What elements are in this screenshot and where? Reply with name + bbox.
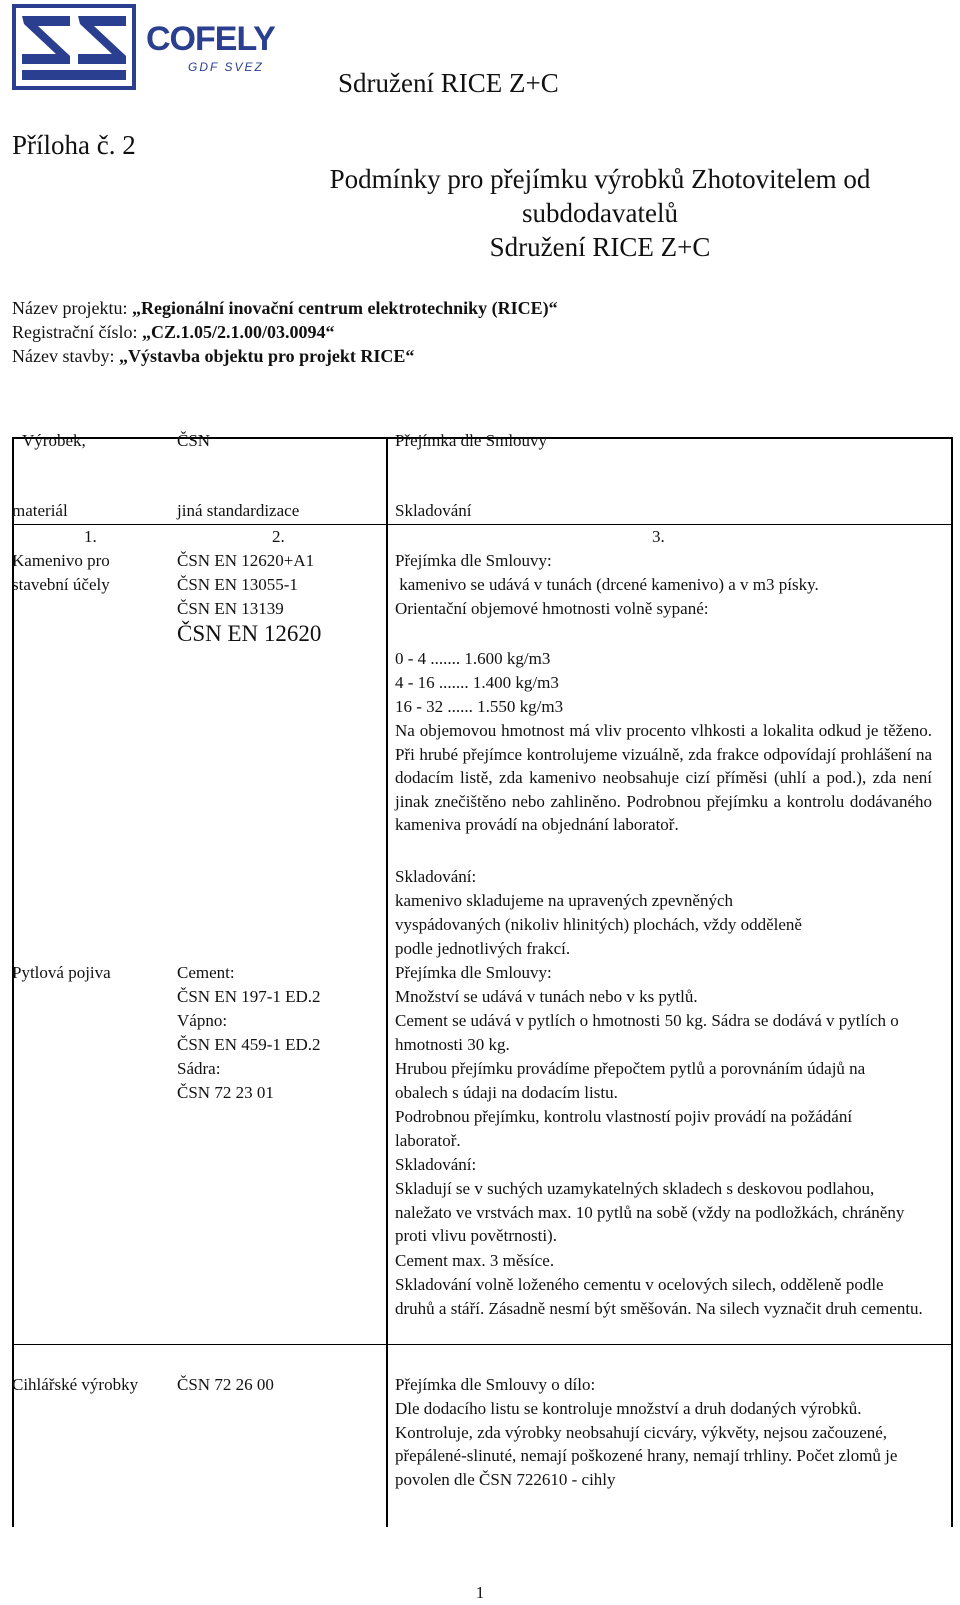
row1-density-item: 16 - 32 ...... 1.550 kg/m3	[395, 697, 564, 716]
cofely-emblem-icon	[12, 4, 136, 90]
column-number-2: 2.	[272, 527, 285, 546]
row1-density-item: 4 - 16 ....... 1.400 kg/m3	[395, 673, 559, 692]
acceptance-table	[12, 431, 953, 1527]
registration-value: „CZ.1.05/2.1.00/03.0094“	[141, 322, 335, 342]
logo-wordmark: COFELY	[146, 20, 275, 58]
row2-storage-heading: Skladování:	[395, 1155, 477, 1174]
building-value: „Výstavba objektu pro projekt RICE“	[118, 346, 415, 366]
row3-acceptance-text: Dle dodacího listu se kontroluje množství a druh dodaných výrobků. Kontroluje, zda výrobky neobsahují cicváry, výkvěty, nejsou začouzené, přepálené-slinuté, nemají poškozené hrany, nemají trhliny. Počet zlomů je povolen dle ČSN 722610 - cihly	[395, 1399, 898, 1489]
row1-storage-heading: Skladování:	[395, 867, 477, 886]
header-acceptance: Přejímka dle Smlouvy	[395, 431, 548, 450]
row3-acceptance-heading: Přejímka dle Smlouvy o dílo:	[395, 1375, 596, 1394]
row1-norm: ČSN EN 13055-1	[177, 575, 298, 594]
row2-cement-limit: Cement max. 3 měsíce.	[395, 1251, 555, 1270]
column-number-1: 1.	[84, 527, 97, 546]
header-other-standard: jiná standardizace	[177, 501, 300, 520]
document-title-line-3: Sdružení RICE Z+C	[489, 232, 711, 262]
row3-norm: ČSN 72 26 00	[177, 1375, 274, 1394]
row2-norm: ČSN EN 197-1 ED.2	[177, 987, 321, 1006]
header-material: materiál	[12, 501, 68, 520]
row1-storage-line: kamenivo skladujeme na upravených zpevněných	[395, 891, 733, 910]
registration-label: Registrační číslo:	[12, 322, 142, 342]
row1-product-line-2: stavební účely	[12, 575, 110, 594]
row2-norm: Vápno:	[177, 1011, 228, 1030]
document-title-line-2: subdodavatelů	[522, 198, 678, 228]
row1-acceptance-units: kamenivo se udává v tunách (drcené kamenivo) a v m3 písky.	[395, 575, 819, 594]
row3-product: Cihlářské výrobky	[12, 1375, 139, 1394]
row1-density-item: 0 - 4 ....... 1.600 kg/m3	[395, 649, 551, 668]
row2-silo-storage-text: Skladování volně loženého cementu v ocelových silech, odděleně podle druhů a stáří. Zásadně nesmí být směšován. Na silech vyznačit druh cementu.	[395, 1275, 923, 1318]
row1-norm: ČSN EN 12620+A1	[177, 551, 315, 570]
row1-norm: ČSN EN 13139	[177, 599, 284, 618]
row2-acceptance-heading: Přejímka dle Smlouvy:	[395, 963, 552, 982]
table-border-right	[951, 437, 953, 1527]
row1-norm-main: ČSN EN 12620	[177, 621, 322, 646]
row2-product: Pytlová pojiva	[12, 963, 111, 982]
header-row-divider	[12, 524, 953, 525]
project-value: „Regionální inovační centrum elektrotechniky (RICE)“	[131, 298, 558, 318]
project-name	[12, 296, 558, 320]
building-name	[12, 344, 414, 368]
row1-product-line-1: Kamenivo pro	[12, 551, 110, 570]
row2-detail-inspection-text: Podrobnou přejímku, kontrolu vlastností pojiv provádí na požádání laboratoř.	[395, 1107, 853, 1150]
annex-label: Příloha č. 2	[12, 130, 136, 160]
logo-tagline: GDF SVEZ	[188, 60, 264, 74]
header-storage: Skladování	[395, 501, 472, 520]
column-number-3: 3.	[652, 527, 665, 546]
row2-quantity-text: Množství se udává v tunách nebo v ks pytlů.	[395, 987, 698, 1006]
document-title-line-1: Podmínky pro přejímku výrobků Zhotovitelem od	[329, 164, 871, 194]
row2-norm: ČSN EN 459-1 ED.2	[177, 1035, 321, 1054]
association-name: Sdružení RICE Z+C	[338, 68, 559, 98]
page-number: 1	[475, 1583, 485, 1602]
row1-storage-line: vyspádovaných (nikoliv hlinitých) plochách, vždy odděleně	[395, 915, 802, 934]
row2-norm: ČSN 72 23 01	[177, 1083, 274, 1102]
registration-number	[12, 320, 335, 344]
row1-storage-line: podle jednotlivých frakcí.	[395, 939, 571, 958]
company-logo	[12, 4, 296, 92]
row1-acceptance-heading: Přejímka dle Smlouvy:	[395, 551, 552, 570]
row2-package-text: Cement se udává v pytlích o hmotnosti 50 kg. Sádra se dodává v pytlích o hmotnosti 30 kg.	[395, 1011, 899, 1054]
column-divider	[386, 437, 388, 1527]
row1-inspection-text: Na objemovou hmotnost má vliv procento vlhkosti a lokalita odkud je těženo. Při hrubé přejímce kontrolujeme vizuálně, zda frakce odpovídají prohlášení na dodacím listě, zda kamenivo neobsahuje cizí příměsi (uhlí a pod.), zda není jinak znečištěno nebo zahliněno. Podrobnou přejímku a kontrolu dodávaného kameniva provádí na objednání laboratoř.	[395, 721, 932, 834]
row1-density-heading: Orientační objemové hmotnosti volně sypané:	[395, 599, 709, 618]
row2-norm: Cement:	[177, 963, 235, 982]
header-product: Výrobek,	[22, 431, 86, 450]
row2-rough-inspection-text: Hrubou přejímku provádíme přepočtem pytlů a porovnáním údajů na obalech s údaji na dodacím listu.	[395, 1059, 866, 1102]
row2-norm: Sádra:	[177, 1059, 221, 1078]
building-label: Název stavby:	[12, 346, 119, 366]
project-label: Název projektu:	[12, 298, 132, 318]
header-norm: ČSN	[177, 431, 211, 450]
row2-storage-text: Skladují se v suchých uzamykatelných skladech s deskovou podlahou, naležato ve vrstvách max. 10 pytlů na sobě (vždy na podložkách, chráněny proti vlivu povětrnosti).	[395, 1179, 905, 1245]
row-divider	[12, 1344, 953, 1345]
